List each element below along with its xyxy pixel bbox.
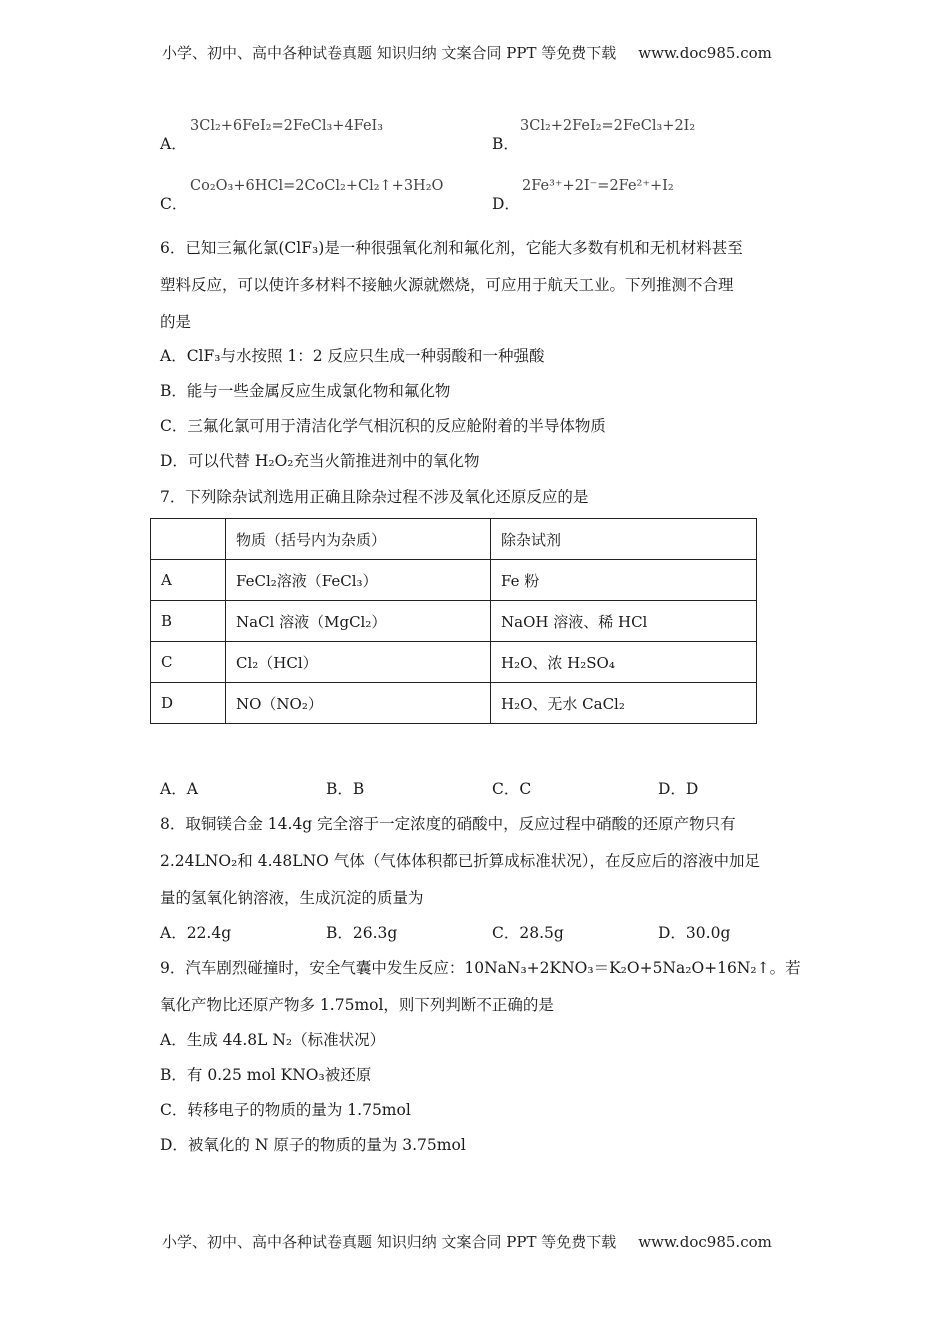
table-row [151,683,757,724]
q8-option-c: C．28.5g [492,924,564,942]
table-cell: A [151,560,226,601]
q5-option-a-formula: 3Cl₂+6FeI₂=2FeCl₃+4FeI₃ [190,118,384,134]
q7-option-d: D．D [658,780,699,798]
table-cell: D [151,683,226,724]
q5-option-b-formula: 3Cl₂+2FeI₂=2FeCl₃+2I₂ [520,118,696,134]
q8-stem-line-1: 8．取铜镁合金 14.4g 完全溶于一定浓度的硝酸中，反应过程中硝酸的还原产物只有 [160,815,736,833]
table-cell: C [151,642,226,683]
table-cell: NaCl 溶液（MgCl₂） [226,601,491,642]
q7-option-c: C．C [492,780,532,798]
table-row [151,560,757,601]
q8-stem-line-2: 2.24LNO₂和 4.48LNO 气体（气体体积都已折算成标准状况），在反应后的溶液中加足 [160,852,760,870]
q7-option-b: B．B [326,780,365,798]
table-header-cell [151,519,226,560]
page-header [162,42,772,63]
q5-option-c-label: C． [160,195,188,213]
q6-option-d: D．可以代替 H₂O₂充当火箭推进剂中的氧化物 [160,452,480,470]
header-site-link[interactable]: www.doc985.com [638,44,772,62]
header-text: 小学、初中、高中各种试卷真题 知识归纳 文案合同 PPT 等免费下载 [162,44,617,62]
table-cell: NO（NO₂） [226,683,491,724]
q9-option-a: A．生成 44.8L N₂（标准状况） [160,1031,386,1049]
table-cell: H₂O、无水 CaCl₂ [491,683,757,724]
q5-option-d-formula: 2Fe³⁺+2I⁻=2Fe²⁺+I₂ [522,178,674,194]
q9-stem-line-2: 氧化产物比还原产物多 1.75mol，则下列判断不正确的是 [160,996,554,1014]
q6-stem-line-1: 6．已知三氟化氯(ClF₃)是一种很强氧化剂和氟化剂，它能大多数有机和无机材料甚至 [160,239,743,257]
q8-option-b: B．26.3g [326,924,398,942]
q6-option-b: B．能与一些金属反应生成氯化物和氟化物 [160,382,451,400]
table-header-cell: 物质（括号内为杂质） [226,519,491,560]
table-cell: Fe 粉 [491,560,757,601]
table-cell: Cl₂（HCl） [226,642,491,683]
footer-site-link[interactable]: www.doc985.com [638,1233,772,1251]
q6-option-a: A．ClF₃与水按照 1：2 反应只生成一种弱酸和一种强酸 [160,347,545,365]
table-cell: B [151,601,226,642]
q7-option-a: A．A [160,780,198,798]
q5-option-d-label: D． [492,195,520,213]
table-cell: FeCl₂溶液（FeCl₃） [226,560,491,601]
table-row [151,642,757,683]
q8-option-d: D．30.0g [658,924,731,942]
q6-stem-line-2: 塑料反应，可以使许多材料不接触火源就燃烧，可应用于航天工业。下列推测不合理 [160,276,734,294]
table-cell: H₂O、浓 H₂SO₄ [491,642,757,683]
q5-option-b-label: B． [492,135,519,153]
footer-text: 小学、初中、高中各种试卷真题 知识归纳 文案合同 PPT 等免费下载 [162,1233,617,1251]
q9-stem-line-1: 9．汽车剧烈碰撞时，安全气囊中发生反应：10NaN₃+2KNO₃＝K₂O+5Na₂O+16N₂↑。若 [160,959,801,977]
q9-option-d: D．被氧化的 N 原子的物质的量为 3.75mol [160,1136,466,1154]
q6-stem-line-3: 的是 [160,313,192,331]
q5-option-a-label: A． [160,135,187,153]
q6-option-c: C．三氟化氯可用于清洁化学气相沉积的反应舱附着的半导体物质 [160,417,606,435]
page-footer [162,1231,772,1252]
table-header-row [151,519,757,560]
q7-table [150,518,757,724]
table-row [151,601,757,642]
q9-option-c: C．转移电子的物质的量为 1.75mol [160,1101,411,1119]
q8-option-a: A．22.4g [160,924,232,942]
table-cell: NaOH 溶液、稀 HCl [491,601,757,642]
q8-stem-line-3: 量的氢氧化钠溶液，生成沉淀的质量为 [160,889,424,907]
q5-option-c-formula: Co₂O₃+6HCl=2CoCl₂+Cl₂↑+3H₂O [190,178,444,194]
table-header-cell: 除杂试剂 [491,519,757,560]
q7-stem: 7．下列除杂试剂选用正确且除杂过程不涉及氧化还原反应的是 [160,488,589,506]
q9-option-b: B．有 0.25 mol KNO₃被还原 [160,1066,372,1084]
